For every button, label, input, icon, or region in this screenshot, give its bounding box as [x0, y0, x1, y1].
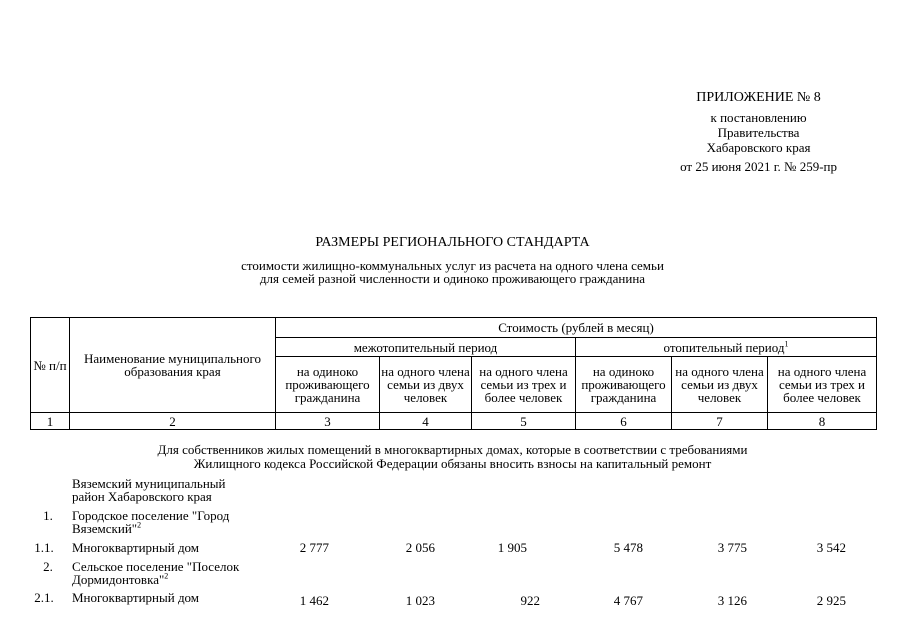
- sub-header-3: на одного члена семьи из трех и более человек: [472, 357, 576, 413]
- row-number: 2.: [43, 559, 53, 574]
- value-cell: 3 542: [816, 540, 846, 555]
- sub-header-5: на одного члена семьи из двух человек: [672, 357, 768, 413]
- district-line1: Вяземский муниципальный: [72, 476, 226, 491]
- row-name: Многоквартирный дом: [72, 540, 200, 555]
- sub-header-1: на одиноко проживающего гражданина: [276, 357, 380, 413]
- subtitle-line2: для семей разной численности и одиноко проживающего гражданина: [259, 271, 646, 286]
- row-name-line1: Городское поселение "Город: [72, 508, 230, 523]
- row-name: [72, 560, 272, 586]
- value-cell: 2 056: [405, 540, 435, 555]
- sub-header-2: на одного члена семьи из двух человек: [380, 357, 472, 413]
- document-title: РАЗМЕРЫ РЕГИОНАЛЬНОГО СТАНДАРТА: [315, 235, 590, 250]
- value-cell: 1 905: [497, 540, 527, 555]
- col-number-1: 1: [31, 413, 70, 430]
- value-cell: 3 126: [717, 593, 747, 608]
- col-number-5: 5: [472, 413, 576, 430]
- value-cell: 1 023: [405, 593, 435, 608]
- district-line2: район Хабаровского края: [72, 489, 212, 504]
- subtitle-line1: стоимости жилищно-коммунальных услуг из расчета на одного члена семьи: [241, 258, 664, 273]
- cost-header: Стоимость (рублей в месяц): [276, 318, 877, 338]
- value-cell: 5 478: [613, 540, 643, 555]
- row-number: 1.1.: [34, 540, 54, 555]
- row-name-line1: Сельское поселение "Поселок: [72, 559, 240, 574]
- col-number-7: 7: [672, 413, 768, 430]
- appendix-line1: к постановлению: [710, 110, 807, 125]
- col-name-header: Наименование муниципального образования края: [70, 318, 276, 413]
- col-num-header: № п/п: [31, 318, 70, 413]
- row-number: 2.1.: [34, 590, 54, 605]
- period-on-footnote: 1: [784, 339, 789, 349]
- section-note-line1: Для собственников жилых помещений в многоквартирных домах, которые в соответствии с требованиями: [157, 442, 748, 457]
- value-cell: 2 925: [816, 593, 846, 608]
- value-cell: 3 775: [717, 540, 747, 555]
- col-number-3: 3: [276, 413, 380, 430]
- appendix-date: от 25 июня 2021 г. № 259-пр: [680, 159, 837, 174]
- district-name: [72, 477, 272, 503]
- appendix-number: ПРИЛОЖЕНИЕ № 8: [696, 90, 821, 105]
- value-cell: 1 462: [299, 593, 329, 608]
- appendix-line2: Правительства: [717, 125, 800, 140]
- row-number: 1.: [43, 508, 53, 523]
- col-number-2: 2: [70, 413, 276, 430]
- period-on-header: [576, 338, 877, 357]
- period-on-label: отопительный период: [663, 339, 785, 355]
- row-footnote: 2: [137, 520, 142, 530]
- col-number-6: 6: [576, 413, 672, 430]
- title-block: [0, 235, 905, 285]
- row-name-line2: Дормидонтовка": [72, 572, 165, 587]
- value-cell: 2 777: [299, 540, 329, 555]
- appendix-line3: Хабаровского края: [706, 140, 811, 155]
- row-name: Многоквартирный дом: [72, 590, 200, 605]
- row-footnote: 2: [164, 571, 169, 581]
- row-name: [72, 509, 272, 535]
- row-name-line2: Вяземский": [72, 521, 138, 536]
- section-note-line2: Жилищного кодекса Российской Федерации обязаны вносить взносы на капитальный ремонт: [193, 456, 712, 471]
- col-number-4: 4: [380, 413, 472, 430]
- col-number-8: 8: [768, 413, 877, 430]
- appendix-block: [680, 90, 837, 174]
- value-cell: 4 767: [613, 593, 643, 608]
- section-note: [0, 443, 905, 471]
- value-cell: 922: [520, 593, 540, 608]
- table-header: [30, 317, 877, 430]
- sub-header-6: на одного члена семьи из трех и более человек: [768, 357, 877, 413]
- sub-header-4: на одиноко проживающего гражданина: [576, 357, 672, 413]
- period-off-header: межотопительный период: [276, 338, 576, 357]
